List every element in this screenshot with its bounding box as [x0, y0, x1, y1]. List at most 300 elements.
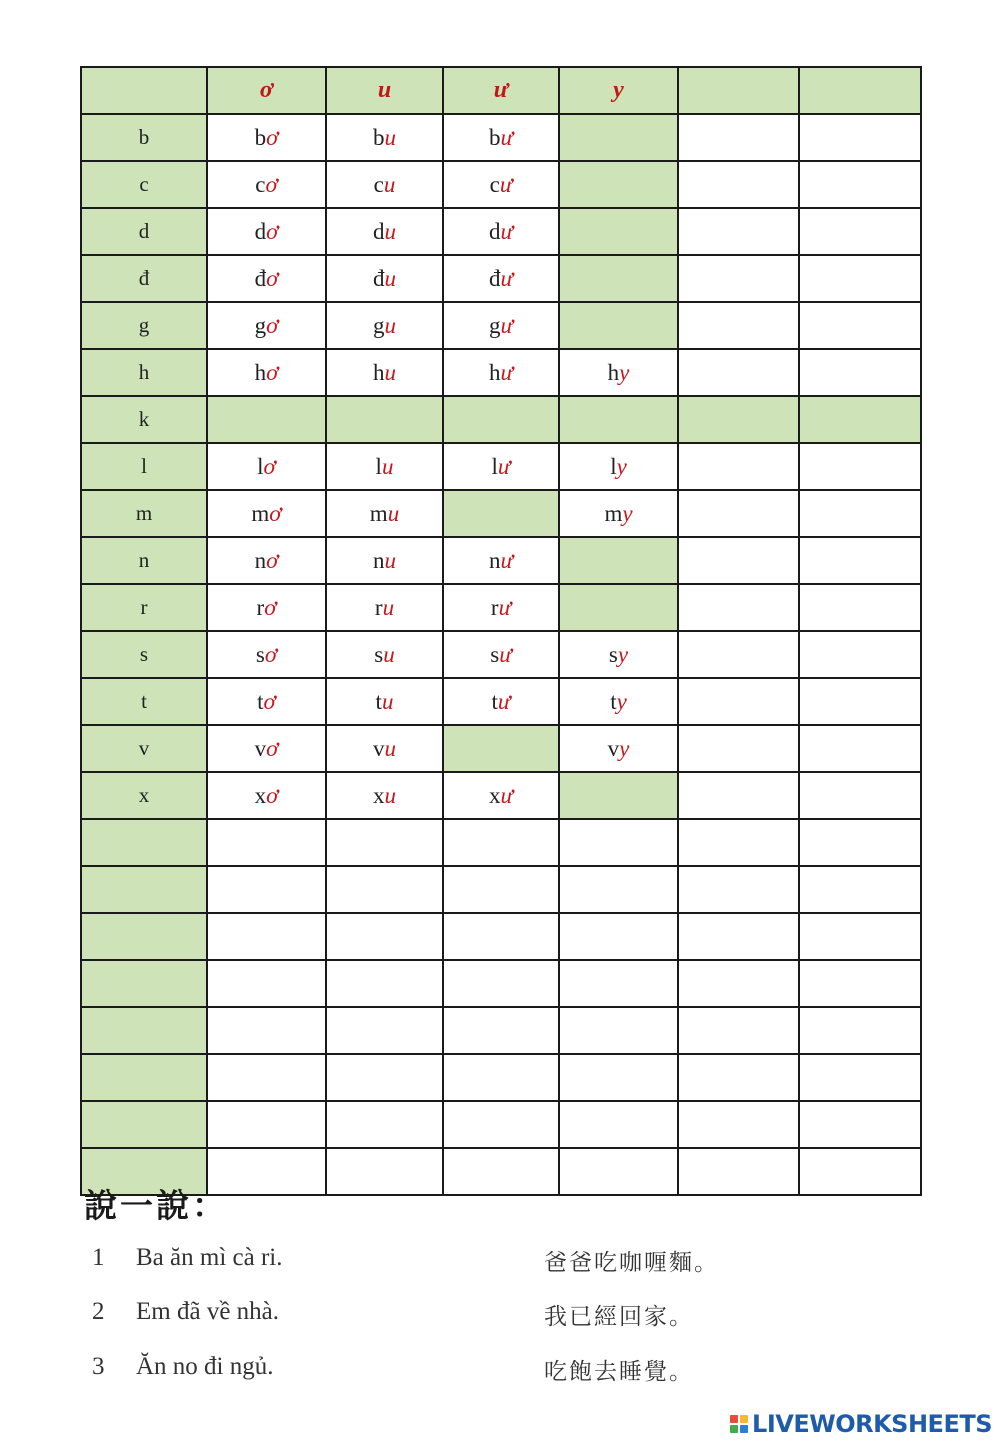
- empty-cell: [678, 161, 799, 208]
- empty-cell: [559, 1148, 678, 1195]
- empty-cell: [559, 1054, 678, 1101]
- empty-cell: [207, 866, 326, 913]
- sentence-vietnamese: Ăn no đi ngủ.: [136, 1353, 274, 1380]
- syllable-consonant: l: [610, 453, 617, 479]
- table-row: [81, 1054, 921, 1101]
- empty-cell: [678, 631, 799, 678]
- header-row: [81, 67, 921, 114]
- consonant-cell: [81, 1054, 207, 1101]
- syllable-vowel: u: [384, 782, 396, 808]
- syllable-consonant: b: [488, 124, 501, 150]
- empty-cell: [326, 1148, 443, 1195]
- syllable-vowel: ư: [500, 218, 514, 244]
- empty-cell: [678, 678, 799, 725]
- empty-cell: [326, 1054, 443, 1101]
- empty-cell: [326, 1007, 443, 1054]
- shaded-cell: [559, 114, 678, 161]
- syllable-vowel: ơ: [263, 688, 276, 714]
- syllable-cell: [207, 302, 326, 349]
- sentence-number: 1: [92, 1244, 105, 1271]
- table-row: [81, 960, 921, 1007]
- consonant-cell: [81, 1101, 207, 1148]
- syllable-vowel: u: [384, 735, 396, 761]
- vowel-header-cell: u: [326, 67, 443, 114]
- consonant-cell: r: [81, 584, 207, 631]
- shaded-cell: [559, 255, 678, 302]
- table-row: [81, 866, 921, 913]
- empty-cell: [799, 819, 921, 866]
- table-row: [81, 1007, 921, 1054]
- syllable-cell: [443, 208, 559, 255]
- syllable-consonant: c: [489, 171, 500, 197]
- empty-cell: [799, 255, 921, 302]
- consonant-cell: c: [81, 161, 207, 208]
- syllable-cell: [559, 725, 678, 772]
- syllable-cell: [443, 678, 559, 725]
- syllable-consonant: g: [373, 312, 385, 338]
- logo-square: [730, 1425, 738, 1433]
- table-row: [81, 349, 921, 396]
- syllable-consonant: t: [610, 688, 617, 714]
- table-row: [81, 537, 921, 584]
- syllable-vowel: u: [384, 312, 396, 338]
- empty-cell: [443, 1007, 559, 1054]
- empty-cell: [678, 1101, 799, 1148]
- empty-cell: [799, 443, 921, 490]
- table-row: [81, 725, 921, 772]
- table-row: [81, 678, 921, 725]
- syllable-vowel: u: [383, 171, 396, 197]
- empty-cell: [799, 114, 921, 161]
- syllable-cell: [326, 584, 443, 631]
- empty-cell: [326, 819, 443, 866]
- syllable-vowel: ư: [499, 171, 513, 197]
- syllable-consonant: đ: [488, 265, 501, 291]
- logo-square: [740, 1425, 748, 1433]
- empty-cell: [799, 772, 921, 819]
- empty-cell: [443, 866, 559, 913]
- syllable-table: [80, 66, 922, 1196]
- syllable-vowel: ư: [500, 547, 514, 573]
- syllable-cell: [326, 255, 443, 302]
- syllable-cell: [207, 725, 326, 772]
- syllable-cell: [207, 772, 326, 819]
- logo-square: [730, 1415, 738, 1423]
- sentence-chinese: 我已經回家。: [544, 1304, 694, 1330]
- table-row: [81, 819, 921, 866]
- syllable-vowel: y: [616, 688, 627, 714]
- syllable-cell: [559, 443, 678, 490]
- shaded-cell: [559, 208, 678, 255]
- empty-cell: [326, 913, 443, 960]
- syllable-cell: [326, 443, 443, 490]
- syllable-vowel: ư: [497, 688, 511, 714]
- syllable-vowel: ơ: [265, 171, 278, 197]
- liveworksheets-logo[interactable]: [730, 1411, 992, 1437]
- syllable-cell: [443, 443, 559, 490]
- syllable-vowel: u: [381, 688, 394, 714]
- syllable-vowel: u: [382, 594, 395, 620]
- syllable-cell: [207, 161, 326, 208]
- syllable-vowel: ơ: [266, 218, 279, 244]
- empty-cell: [559, 960, 678, 1007]
- syllable-consonant: c: [255, 171, 266, 197]
- syllable-vowel: ư: [498, 594, 512, 620]
- consonant-cell: [81, 1007, 207, 1054]
- header-corner-cell: [81, 67, 207, 114]
- shaded-cell: [326, 396, 443, 443]
- syllable-cell: [326, 537, 443, 584]
- empty-cell: [799, 490, 921, 537]
- syllable-cell: [207, 678, 326, 725]
- empty-cell: [207, 819, 326, 866]
- empty-cell: [678, 208, 799, 255]
- empty-cell: [799, 913, 921, 960]
- empty-cell: [799, 1101, 921, 1148]
- empty-cell: [678, 443, 799, 490]
- syllable-consonant: r: [490, 594, 499, 620]
- syllable-cell: [559, 349, 678, 396]
- syllable-vowel: ơ: [266, 547, 279, 573]
- syllable-cell: [207, 490, 326, 537]
- empty-cell: [678, 584, 799, 631]
- syllable-consonant: h: [488, 359, 501, 385]
- syllable-consonant: m: [369, 500, 388, 526]
- syllable-consonant: n: [373, 547, 385, 573]
- syllable-vowel: ư: [500, 124, 514, 150]
- vowel-header-cell: y: [559, 67, 678, 114]
- syllable-vowel: y: [622, 500, 633, 526]
- empty-cell: [443, 913, 559, 960]
- empty-cell: [326, 1101, 443, 1148]
- syllable-consonant: s: [374, 641, 384, 667]
- sentence-number: 2: [92, 1298, 105, 1325]
- shaded-cell: [207, 396, 326, 443]
- syllable-consonant: h: [254, 359, 267, 385]
- table-row: [81, 631, 921, 678]
- consonant-cell: b: [81, 114, 207, 161]
- empty-cell: [799, 208, 921, 255]
- shaded-cell: [678, 396, 799, 443]
- empty-cell: [678, 913, 799, 960]
- empty-cell: [678, 537, 799, 584]
- consonant-cell: t: [81, 678, 207, 725]
- empty-cell: [678, 866, 799, 913]
- table-row: [81, 443, 921, 490]
- syllable-consonant: l: [491, 453, 498, 479]
- syllable-consonant: h: [373, 359, 385, 385]
- syllable-consonant: x: [488, 782, 501, 808]
- shaded-cell: [443, 490, 559, 537]
- shaded-cell: [443, 396, 559, 443]
- syllable-consonant: d: [254, 218, 267, 244]
- syllable-consonant: h: [607, 359, 620, 385]
- consonant-cell: v: [81, 725, 207, 772]
- syllable-vowel: ơ: [266, 124, 279, 150]
- syllable-cell: [443, 349, 559, 396]
- syllable-cell: [207, 255, 326, 302]
- empty-cell: [443, 1101, 559, 1148]
- syllable-consonant: đ: [254, 265, 267, 291]
- syllable-consonant: s: [608, 641, 618, 667]
- syllable-vowel: u: [387, 500, 400, 526]
- syllable-cell: [443, 631, 559, 678]
- empty-cell: [799, 1148, 921, 1195]
- syllable-vowel: y: [617, 641, 629, 667]
- syllable-vowel: ư: [500, 359, 514, 385]
- syllable-consonant: l: [257, 453, 264, 479]
- empty-cell: [799, 1054, 921, 1101]
- shaded-cell: [559, 161, 678, 208]
- syllable-consonant: r: [374, 594, 383, 620]
- table-row: [81, 584, 921, 631]
- empty-cell: [799, 537, 921, 584]
- syllable-consonant: n: [488, 547, 501, 573]
- consonant-cell: [81, 819, 207, 866]
- syllable-cell: [326, 631, 443, 678]
- empty-cell: [443, 1148, 559, 1195]
- syllable-vowel: u: [384, 265, 396, 291]
- syllable-consonant: v: [373, 735, 385, 761]
- syllable-consonant: v: [607, 735, 620, 761]
- syllable-vowel: u: [384, 359, 396, 385]
- sentence-chinese: 吃飽去睡覺。: [544, 1359, 694, 1385]
- syllable-cell: [326, 725, 443, 772]
- empty-cell: [678, 772, 799, 819]
- empty-cell: [559, 1007, 678, 1054]
- empty-cell: [799, 161, 921, 208]
- syllable-vowel: ư: [499, 641, 512, 667]
- syllable-vowel: ư: [500, 312, 514, 338]
- sentence-vietnamese: Em đã về nhà.: [136, 1298, 280, 1325]
- syllable-consonant: n: [254, 547, 267, 573]
- empty-cell: [326, 866, 443, 913]
- syllable-cell: [207, 208, 326, 255]
- consonant-cell: k: [81, 396, 207, 443]
- syllable-cell: [559, 631, 678, 678]
- syllable-consonant: c: [373, 171, 384, 197]
- syllable-consonant: d: [373, 218, 385, 244]
- syllable-consonant: v: [254, 735, 267, 761]
- syllable-consonant: đ: [373, 265, 385, 291]
- empty-cell: [207, 913, 326, 960]
- syllable-vowel: ư: [497, 453, 511, 479]
- syllable-consonant: t: [257, 688, 264, 714]
- syllable-vowel: u: [381, 453, 394, 479]
- syllable-cell: [207, 537, 326, 584]
- syllable-vowel: ư: [500, 265, 514, 291]
- empty-cell: [799, 1007, 921, 1054]
- syllable-cell: [443, 255, 559, 302]
- syllable-vowel: y: [619, 735, 630, 761]
- syllable-consonant: x: [254, 782, 267, 808]
- empty-cell: [326, 960, 443, 1007]
- empty-cell: [559, 866, 678, 913]
- empty-cell: [799, 302, 921, 349]
- syllable-consonant: m: [251, 500, 270, 526]
- consonant-cell: d: [81, 208, 207, 255]
- consonant-cell: x: [81, 772, 207, 819]
- syllable-consonant: t: [491, 688, 498, 714]
- empty-cell: [799, 866, 921, 913]
- syllable-vowel: ư: [500, 782, 514, 808]
- syllable-cell: [326, 208, 443, 255]
- syllable-cell: [326, 114, 443, 161]
- syllable-consonant: x: [373, 782, 385, 808]
- syllable-consonant: g: [488, 312, 501, 338]
- sentence-3: [92, 1353, 952, 1393]
- sentence-number: 3: [92, 1353, 105, 1380]
- syllable-cell: [207, 584, 326, 631]
- syllable-consonant: g: [254, 312, 267, 338]
- empty-cell: [443, 960, 559, 1007]
- syllable-vowel: ơ: [266, 782, 279, 808]
- consonant-cell: g: [81, 302, 207, 349]
- syllable-vowel: ơ: [264, 594, 277, 620]
- syllable-vowel: ơ: [266, 735, 279, 761]
- syllable-vowel: ơ: [263, 453, 276, 479]
- section-title: 說一說：: [84, 1186, 228, 1225]
- syllable-cell: [559, 678, 678, 725]
- syllable-cell: [559, 490, 678, 537]
- sentence-vietnamese: Ba ăn mì cà ri.: [136, 1244, 283, 1271]
- syllable-cell: [207, 631, 326, 678]
- syllable-cell: [443, 114, 559, 161]
- consonant-cell: [81, 866, 207, 913]
- syllable-cell: [443, 302, 559, 349]
- syllable-consonant: s: [490, 641, 500, 667]
- syllable-consonant: l: [375, 453, 382, 479]
- syllable-cell: [326, 302, 443, 349]
- empty-cell: [678, 302, 799, 349]
- table-row: [81, 490, 921, 537]
- shaded-cell: [559, 537, 678, 584]
- table-row: [81, 255, 921, 302]
- shaded-cell: [559, 772, 678, 819]
- syllable-cell: [207, 114, 326, 161]
- empty-cell: [799, 678, 921, 725]
- shaded-cell: [799, 396, 921, 443]
- syllable-cell: [326, 161, 443, 208]
- consonant-cell: l: [81, 443, 207, 490]
- logo-icon: [730, 1415, 748, 1433]
- syllable-cell: [443, 537, 559, 584]
- empty-cell: [207, 1101, 326, 1148]
- syllable-vowel: u: [383, 641, 395, 667]
- vowel-header-cell: [678, 67, 799, 114]
- empty-cell: [559, 913, 678, 960]
- empty-cell: [799, 584, 921, 631]
- empty-cell: [678, 819, 799, 866]
- empty-cell: [443, 1054, 559, 1101]
- consonant-cell: h: [81, 349, 207, 396]
- empty-cell: [678, 255, 799, 302]
- empty-cell: [207, 1007, 326, 1054]
- vowel-header-cell: [799, 67, 921, 114]
- syllable-vowel: ơ: [269, 500, 282, 526]
- empty-cell: [678, 1007, 799, 1054]
- syllable-consonant: b: [373, 124, 385, 150]
- shaded-cell: [559, 302, 678, 349]
- consonant-cell: s: [81, 631, 207, 678]
- consonant-cell: [81, 913, 207, 960]
- table-row: [81, 114, 921, 161]
- empty-cell: [443, 819, 559, 866]
- syllable-vowel: ơ: [266, 265, 279, 291]
- syllable-cell: [326, 772, 443, 819]
- consonant-cell: m: [81, 490, 207, 537]
- consonant-cell: n: [81, 537, 207, 584]
- empty-cell: [559, 1101, 678, 1148]
- syllable-vowel: ơ: [264, 641, 278, 667]
- table-row: [81, 913, 921, 960]
- empty-cell: [678, 960, 799, 1007]
- brand-text: LIVEWORKSHEETS: [752, 1410, 992, 1438]
- empty-cell: [799, 349, 921, 396]
- empty-cell: [678, 490, 799, 537]
- syllable-vowel: y: [616, 453, 627, 479]
- empty-cell: [678, 349, 799, 396]
- syllable-vowel: ơ: [266, 359, 279, 385]
- empty-cell: [207, 1054, 326, 1101]
- vowel-header-cell: ư: [443, 67, 559, 114]
- syllable-vowel: u: [384, 218, 396, 244]
- syllable-consonant: r: [256, 594, 265, 620]
- syllable-cell: [326, 349, 443, 396]
- syllable-consonant: s: [255, 641, 265, 667]
- empty-cell: [678, 1054, 799, 1101]
- table-row: [81, 208, 921, 255]
- syllable-cell: [443, 161, 559, 208]
- sentence-1: [92, 1244, 952, 1284]
- shaded-cell: [559, 396, 678, 443]
- table-row: [81, 772, 921, 819]
- syllable-cell: [443, 584, 559, 631]
- syllable-cell: [326, 678, 443, 725]
- consonant-cell: [81, 960, 207, 1007]
- empty-cell: [678, 114, 799, 161]
- syllable-consonant: m: [604, 500, 623, 526]
- syllable-vowel: y: [619, 359, 630, 385]
- empty-cell: [207, 960, 326, 1007]
- logo-square: [740, 1415, 748, 1423]
- consonant-cell: đ: [81, 255, 207, 302]
- table-row: [81, 302, 921, 349]
- empty-cell: [678, 725, 799, 772]
- shaded-cell: [559, 584, 678, 631]
- shaded-cell: [443, 725, 559, 772]
- syllable-vowel: u: [384, 547, 396, 573]
- sentence-chinese: 爸爸吃咖喱麵。: [544, 1250, 719, 1276]
- syllable-vowel: u: [384, 124, 396, 150]
- empty-cell: [799, 960, 921, 1007]
- empty-cell: [559, 819, 678, 866]
- syllable-cell: [443, 772, 559, 819]
- vowel-header-cell: ơ: [207, 67, 326, 114]
- empty-cell: [799, 631, 921, 678]
- syllable-consonant: b: [254, 124, 267, 150]
- syllable-cell: [207, 443, 326, 490]
- sentence-2: [92, 1298, 952, 1338]
- table-row: [81, 1101, 921, 1148]
- syllable-consonant: t: [375, 688, 382, 714]
- syllable-cell: [207, 349, 326, 396]
- table-row: [81, 396, 921, 443]
- table-row: [81, 161, 921, 208]
- empty-cell: [678, 1148, 799, 1195]
- syllable-cell: [326, 490, 443, 537]
- empty-cell: [799, 725, 921, 772]
